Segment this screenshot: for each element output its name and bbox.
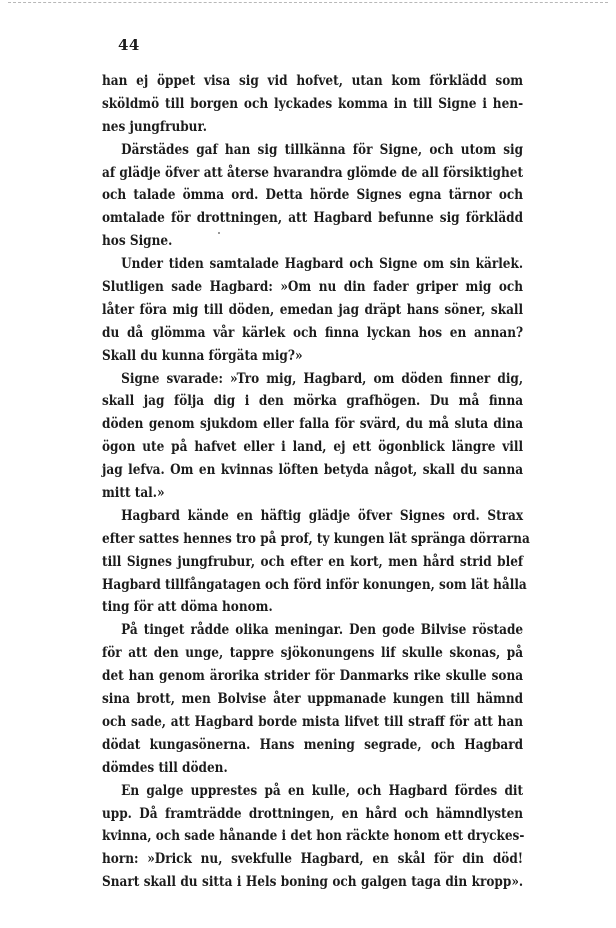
text-line: Signe svarade: »Tro mig, Hagbard, om döden finner dig, bbox=[121, 370, 524, 387]
text-line: döden genom sjukdom eller falla för svärd, du må sluta dina bbox=[102, 416, 524, 433]
text-line: omtalade för drottningen, att Hagbard befunne sig förklädd bbox=[102, 210, 524, 227]
text-line: Därstädes gaf han sig tillkänna för Signe, och utom sig bbox=[121, 141, 524, 158]
text-line: Hagbard tillfångatagen och förd inför konungen, som lät hålla bbox=[102, 576, 527, 593]
text-line: och sade, att Hagbard borde mista lifvet till straff för att han bbox=[102, 713, 524, 730]
text-line: det han genom ärorika strider för Danmarks rike skulle sona bbox=[102, 668, 524, 685]
text-line: du då glömma vår kärlek och finna lyckan hos en annan? bbox=[102, 324, 524, 341]
page-body-text bbox=[102, 70, 530, 894]
text-line: mitt tal.» bbox=[102, 485, 165, 502]
text-line: Hagbard kände en häftig glädje öfver Signes ord. Strax bbox=[121, 507, 524, 524]
text-line: Slutligen sade Hagbard: »Om nu din fader griper mig och bbox=[102, 279, 524, 296]
text-line: Snart skall du sitta i Hels boning och galgen taga din kropp». bbox=[102, 874, 524, 891]
text-line: för att den unge, tappre sjökonungens lif skulle skonas, på bbox=[102, 645, 524, 662]
text-line: hos Signe. bbox=[102, 233, 173, 250]
text-line: sköldmö till borgen och lyckades komma in till Signe i hen- bbox=[102, 95, 524, 112]
text-line: dömdes till döden. bbox=[102, 759, 228, 776]
text-line: sina brott, men Bolvise åter uppmanade kungen till hämnd bbox=[102, 691, 524, 708]
text-line: dödat kungasönerna. Hans mening segrade, och Hagbard bbox=[102, 736, 524, 753]
text-line: jag lefva. Om en kvinnas löften betyda något, skall du sanna bbox=[102, 462, 524, 479]
text-line: låter föra mig till döden, emedan jag dräpt hans söner, skall bbox=[102, 301, 524, 318]
text-line: horn: »Drick nu, svekfulle Hagbard, en skål för din död! bbox=[102, 851, 524, 868]
text-line: ögon ute på hafvet eller i land, ej ett ögonblick längre vill bbox=[102, 439, 524, 456]
text-line: Under tiden samtalade Hagbard och Signe om sin kärlek. bbox=[121, 256, 524, 273]
text-line: efter sattes hennes tro på prof, ty kungen lät spränga dörrarna bbox=[102, 530, 530, 547]
text-line: Skall du kunna förgäta mig?» bbox=[102, 347, 303, 364]
text-line: till Signes jungfrubur, och efter en kort, men hård strid blef bbox=[102, 553, 524, 570]
text-line: af glädje öfver att återse hvarandra glömde de all försiktighet bbox=[102, 164, 524, 181]
page-number: 44 bbox=[118, 36, 140, 54]
text-line: upp. Då framträdde drottningen, en hård och hämndlysten bbox=[102, 805, 524, 822]
text-line: kvinna, och sade hånande i det hon räckte honom ett dryckes- bbox=[102, 828, 525, 845]
text-line: På tinget rådde olika meningar. Den gode Bilvise röstade bbox=[121, 622, 524, 639]
text-line: skall jag följa dig i den mörka grafhögen. Du må finna bbox=[102, 393, 524, 410]
text-line: ting för att döma honom. bbox=[102, 599, 273, 616]
text-line: nes jungfrubur. bbox=[102, 118, 207, 135]
text-line: En galge upprestes på en kulle, och Hagbard fördes dit bbox=[121, 782, 524, 799]
text-line: och talade ömma ord. Detta hörde Signes egna tärnor och bbox=[102, 187, 524, 204]
text-line: han ej öppet visa sig vid hofvet, utan kom förklädd som bbox=[102, 73, 524, 89]
top-edge-rule bbox=[8, 2, 608, 3]
